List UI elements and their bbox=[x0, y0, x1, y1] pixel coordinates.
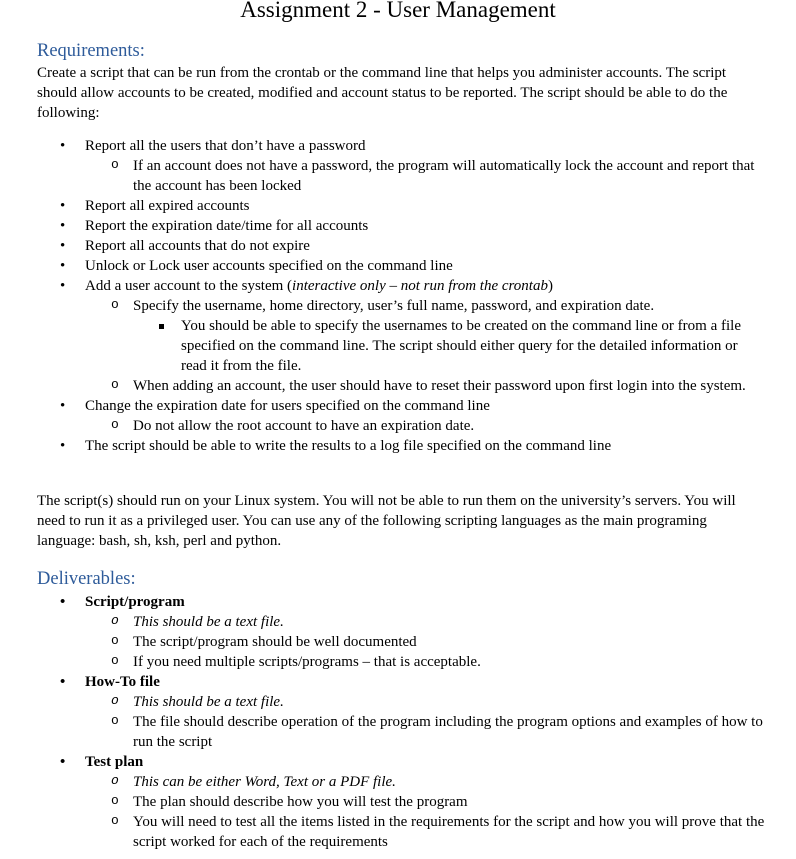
deliverable-script: • Script/program bbox=[0, 592, 796, 612]
deliverables-list bbox=[0, 592, 796, 852]
list-item: o The file should describe operation of the program including the program options and examples of how to run the script bbox=[0, 712, 796, 752]
list-item: • Change the expiration date for users specified on the command line bbox=[0, 396, 796, 416]
item-text: ) bbox=[547, 278, 553, 294]
deliverable-howto: • How-To file bbox=[0, 672, 796, 692]
list-item: • Report all accounts that do not expire bbox=[0, 236, 796, 256]
list-item: o This should be a text file. bbox=[0, 692, 796, 712]
list-item: o The script/program should be well documented bbox=[0, 632, 796, 652]
list-item: o You will need to test all the items listed in the requirements for the script and how you will prove that the script worked for each of the requirements bbox=[0, 812, 796, 852]
deliverable-testplan: • Test plan bbox=[0, 752, 796, 772]
requirements-closing: The script(s) should run on your Linux system. You will not be able to run them on the university’s servers. You will need to run it as a privileged user. You can use any of the following scripting languages as the main programing language: bash, sh, ksh, perl and python. bbox=[37, 493, 736, 549]
list-item: • Report all expired accounts bbox=[0, 196, 796, 216]
list-item: You should be able to specify the usernames to be created on the command line or from a file specified on the command line. The script should either query for the detailed information or read it from the file. bbox=[0, 316, 796, 376]
list-item: o The plan should describe how you will test the program bbox=[0, 792, 796, 812]
requirements-list bbox=[0, 136, 796, 456]
list-item bbox=[0, 276, 796, 296]
list-item: o If you need multiple scripts/programs – that is acceptable. bbox=[0, 652, 796, 672]
list-item: o When adding an account, the user should have to reset their password upon first login into the system. bbox=[0, 376, 796, 396]
list-item: o Specify the username, home directory, user’s full name, password, and expiration date. bbox=[0, 296, 796, 316]
list-item: • Report all the users that don’t have a password bbox=[0, 136, 796, 156]
list-item: • The script should be able to write the results to a log file specified on the command line bbox=[0, 436, 796, 456]
list-item: o Do not allow the root account to have an expiration date. bbox=[0, 416, 796, 436]
list-item: • Report the expiration date/time for all accounts bbox=[0, 216, 796, 236]
list-item: o This should be a text file. bbox=[0, 612, 796, 632]
list-item: o If an account does not have a password, the program will automatically lock the account and report that the account has been locked bbox=[0, 156, 796, 196]
deliverables-heading: Deliverables: bbox=[37, 569, 136, 589]
requirements-intro: Create a script that can be run from the crontab or the command line that helps you administer accounts. The script should allow accounts to be created, modified and account status to be reported. The script should be able to do the following: bbox=[37, 65, 728, 121]
list-item: • Unlock or Lock user accounts specified on the command line bbox=[0, 256, 796, 276]
page-title: Assignment 2 - User Management bbox=[240, 0, 556, 22]
item-text-italic: interactive only – not run from the crontab bbox=[292, 278, 548, 294]
list-item: o This can be either Word, Text or a PDF file. bbox=[0, 772, 796, 792]
requirements-heading: Requirements: bbox=[37, 41, 145, 61]
item-text: Add a user account to the system ( bbox=[85, 278, 293, 294]
